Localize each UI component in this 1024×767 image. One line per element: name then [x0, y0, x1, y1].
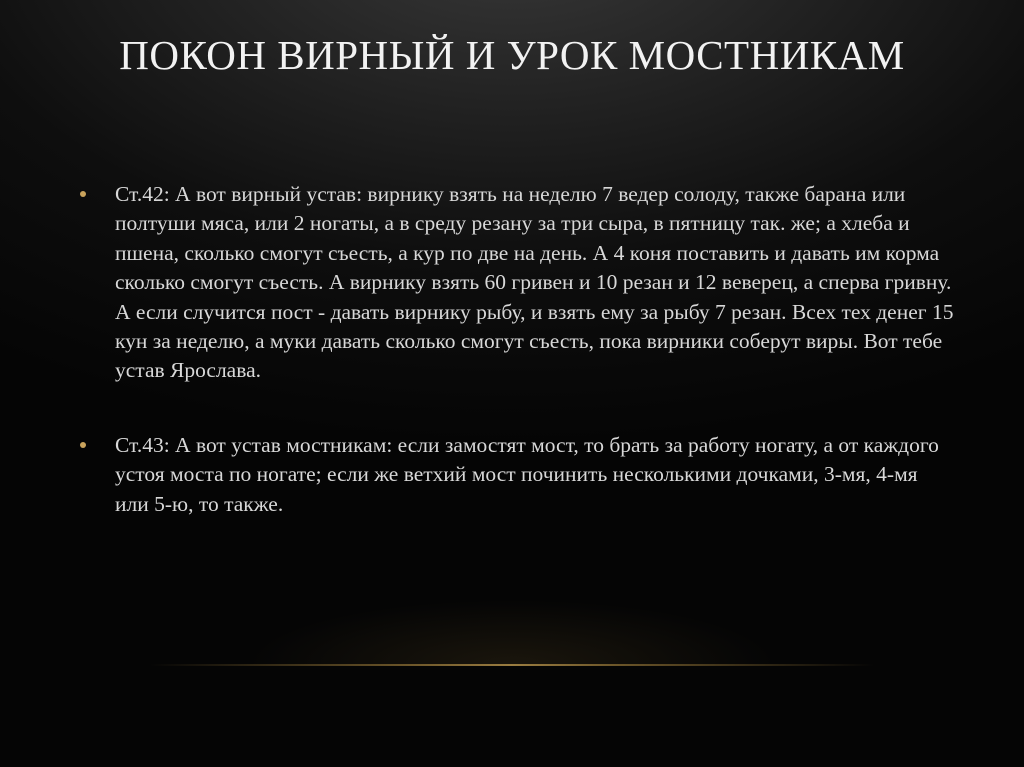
bullet-dot-icon — [80, 442, 86, 448]
bullet-text: Ст.42: А вот вирный устав: вирнику взять на неделю 7 ведер солоду, также барана или полтуши мяса, или 2 ногаты, а в среду резану за три сыра, в пятницу так. же; а хлеба и пшена, сколько смогут съесть, а кур по две на день. А 4 коня поставить и давать им корма сколько смогут съесть. А вирнику взять 60 гривен и 10 резан и 12 веверец, а сперва гривну. А если случится пост - давать вирнику рыбу, и взять ему за рыбу 7 резан. Всех тех денег 15 кун за неделю, а муки давать сколько смогут съесть, пока вирники соберут виры. Вот тебе устав Ярослава. — [115, 182, 954, 383]
slide-title: ПОКОН ВИРНЫЙ И УРОК МОСТНИКАМ — [119, 32, 905, 78]
bullet-dot-icon — [80, 191, 86, 197]
decorative-accent-line — [150, 664, 874, 666]
bullet-list — [76, 180, 956, 519]
decorative-glow — [250, 600, 774, 664]
bullet-item-article-42 — [76, 180, 956, 386]
bullet-item-article-43 — [76, 431, 956, 519]
bullet-text: Ст.43: А вот устав мостникам: если замостят мост, то брать за работу ногату, а от каждого устоя моста по ногате; если же ветхий мост починить несколькими дочками, 3-мя, 4-мя или 5-ю, то также. — [115, 432, 939, 516]
